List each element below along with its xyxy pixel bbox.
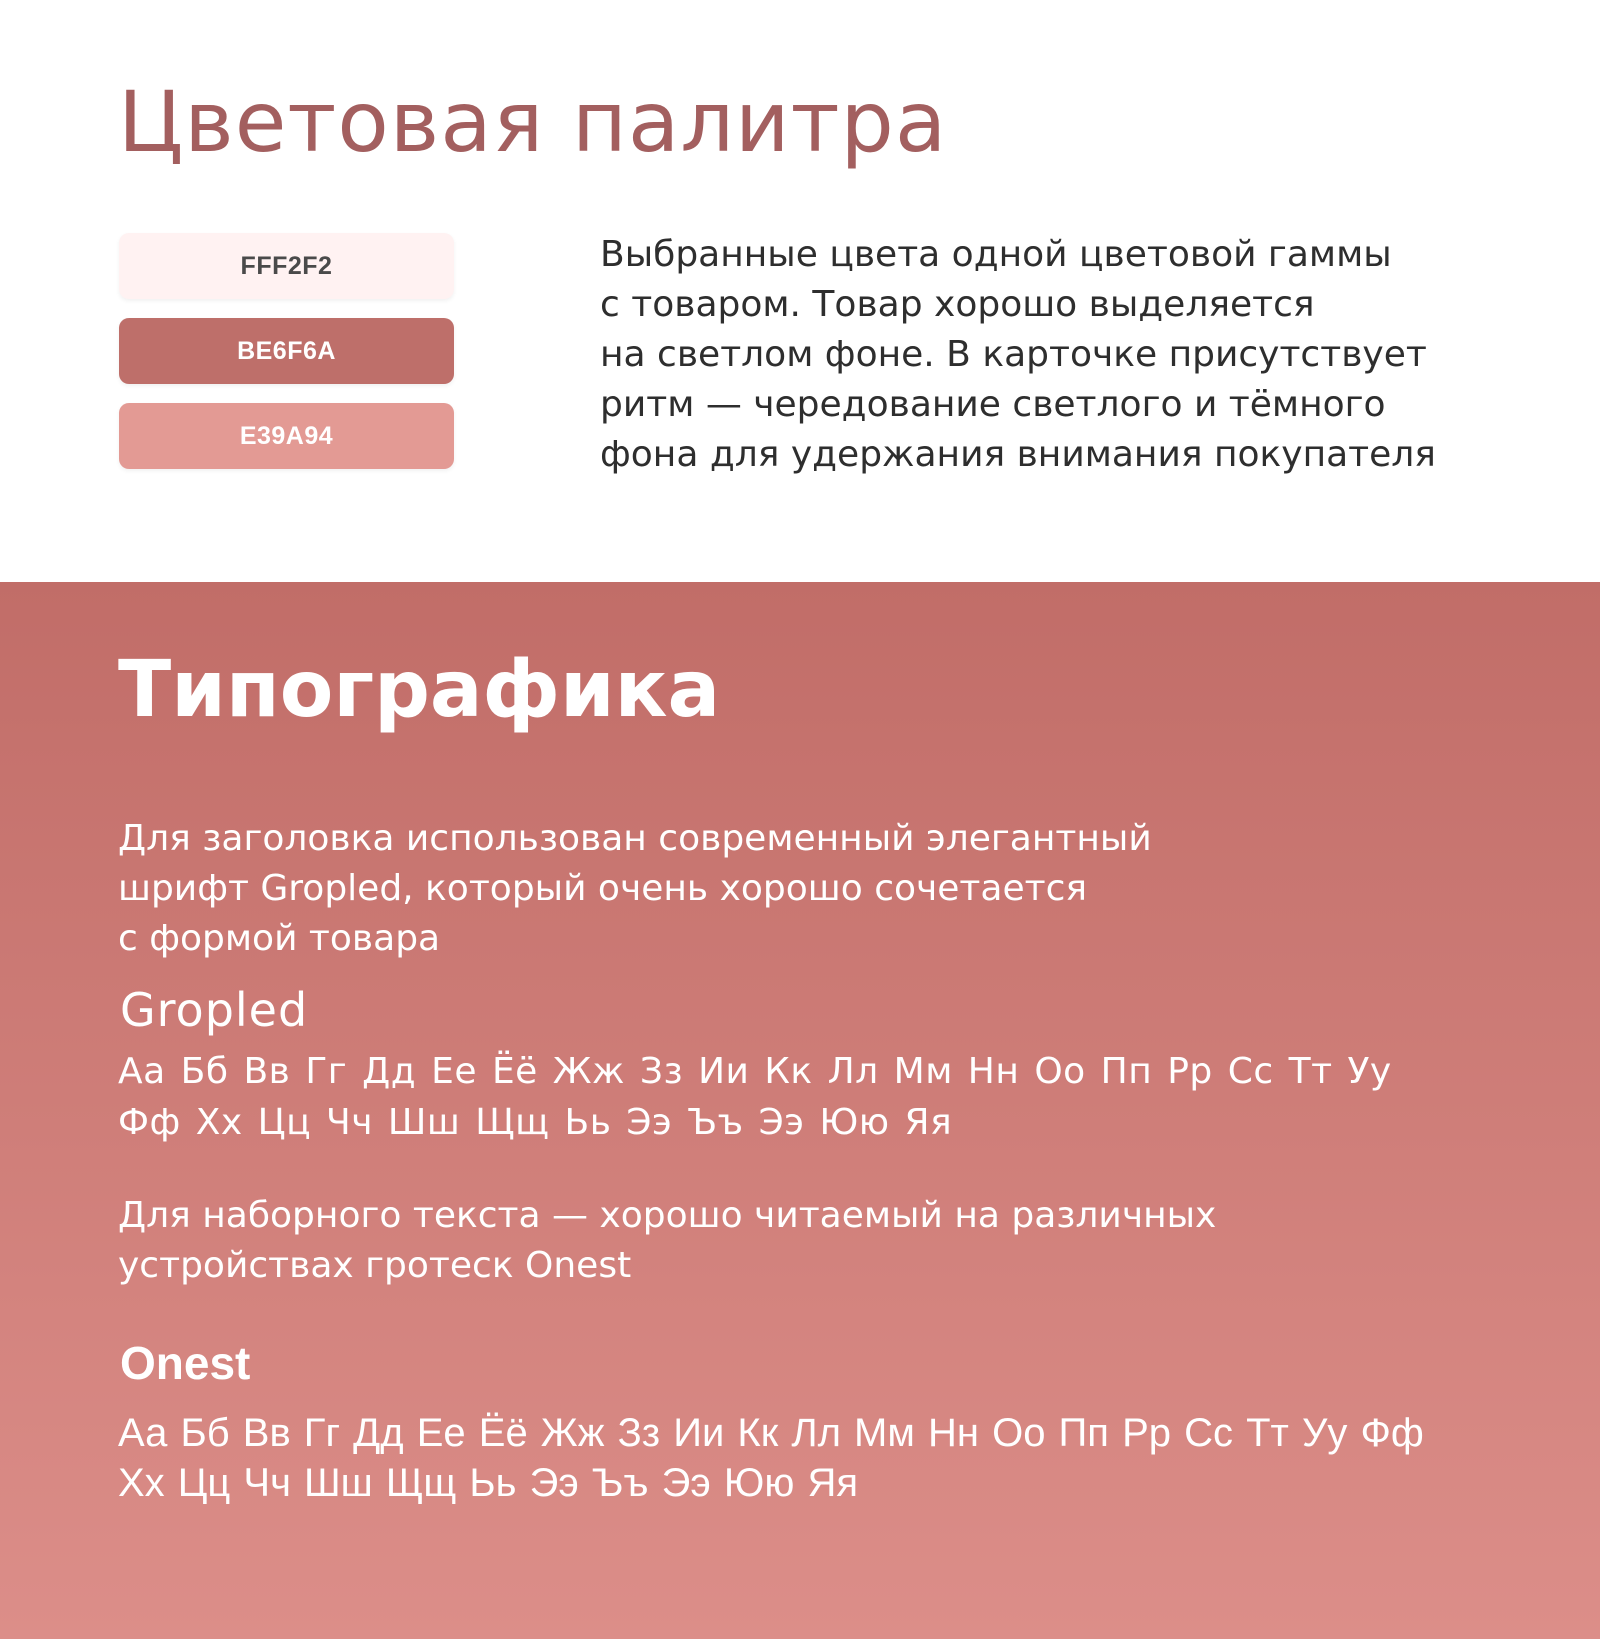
body-font-alphabet [118,1408,1518,1508]
swatch-hex-label: FFF2F2 [240,251,333,280]
color-swatch [119,233,454,299]
description-line: Выбранные цвета одной цветовой гаммы [600,234,1392,275]
heading-font-name: Gropled [120,983,309,1037]
color-palette-section [0,0,1600,582]
alphabet-line: Фф Хх Цц Чч Шш Щщ Ьь Ээ Ъъ Ээ Юю Яя [118,1102,953,1143]
description-line: с товаром. Товар хорошо выделяется [600,284,1315,325]
alphabet-line: Хх Цц Чч Шш Щщ Ьь Ээ Ъъ Ээ Юю Яя [118,1461,858,1505]
swatch-hex-label: E39A94 [239,421,334,450]
body-font-name: Onest [120,1337,251,1389]
swatch-hex-label: BE6F6A [237,336,336,365]
description-line: Для наборного текста — хорошо читаемый на различных [118,1195,1217,1236]
description-line: с формой товара [118,918,441,959]
description-line: шрифт Gropled, который очень хорошо сочетается [118,868,1088,909]
alphabet-line: Аа Бб Вв Гг Дд Ее Ёё Жж Зз Ии Кк Лл Мм Нн Оо Пп Рр Сс Тт Уу [118,1051,1392,1092]
color-swatch [119,318,454,384]
palette-title: Цветовая палитра [118,73,948,171]
description-line: устройствах гротеск Onest [118,1245,632,1286]
description-line: фона для удержания внимания покупателя [600,434,1436,475]
description-line: Для заголовка использован современный элегантный [118,818,1152,859]
color-swatch [119,403,454,469]
palette-description [600,230,1500,480]
body-font-description [118,1191,1216,1291]
typography-title: Типографика [118,645,721,735]
alphabet-line: Аа Бб Вв Гг Дд Ее Ёё Жж Зз Ии Кк Лл Мм Нн Оо Пп Рр Сс Тт Уу Фф [118,1411,1424,1455]
heading-font-alphabet [118,1046,1518,1148]
description-line: ритм — чередование светлого и тёмного [600,384,1386,425]
swatch-list [119,233,454,488]
typography-section [0,582,1600,1639]
heading-font-description [118,814,1152,964]
description-line: на светлом фоне. В карточке присутствует [600,334,1427,375]
